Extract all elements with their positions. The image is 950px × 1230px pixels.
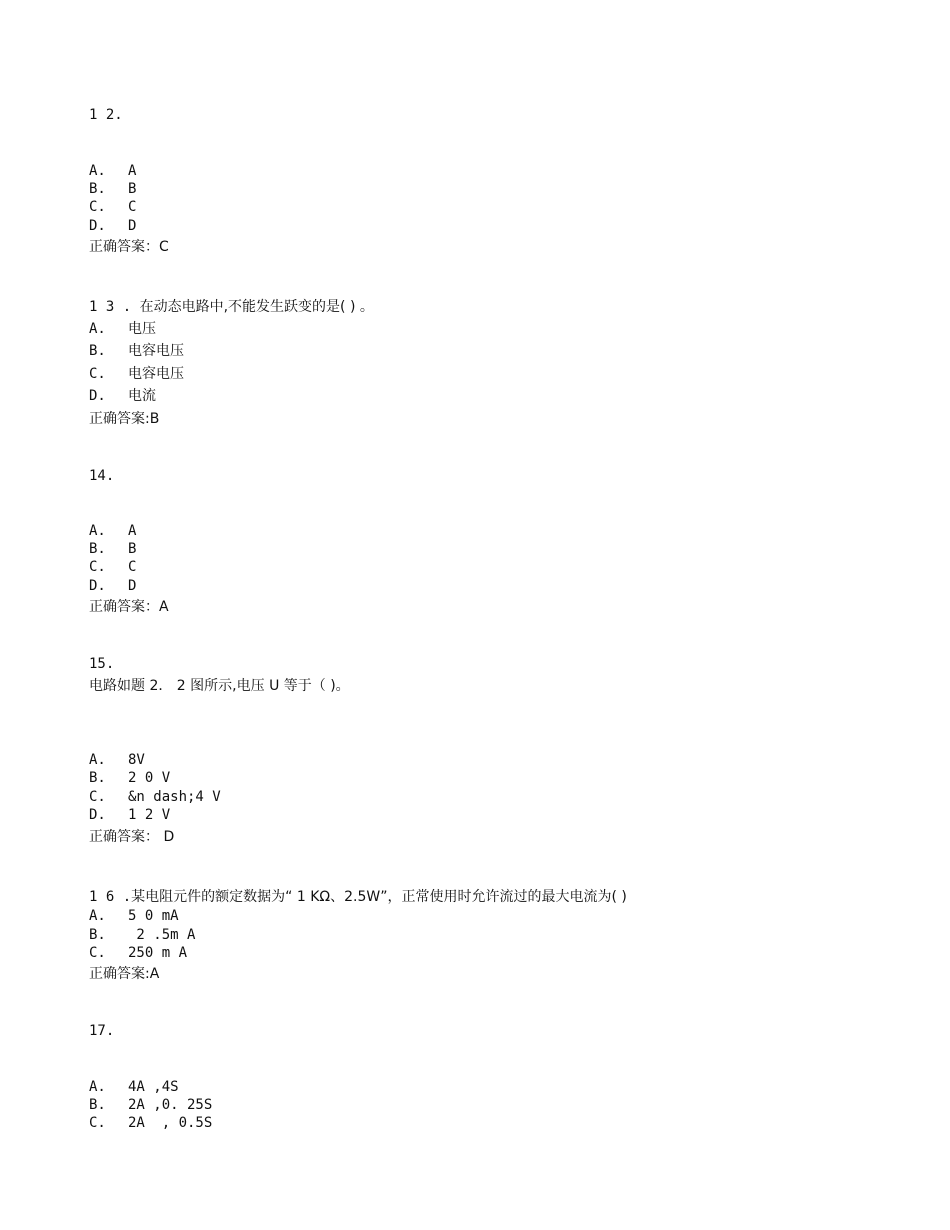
option-c <box>89 198 136 216</box>
question-number: 14. <box>89 468 115 484</box>
option-letter: B. <box>89 181 106 197</box>
option-letter: D. <box>89 218 106 234</box>
option-text: 1 2 V <box>128 807 171 823</box>
option-c <box>89 1114 212 1132</box>
option-d <box>89 806 170 824</box>
option-d <box>89 387 156 405</box>
option-text: A <box>128 163 137 179</box>
option-text: 2 .5m A <box>128 927 196 943</box>
option-a <box>89 1078 179 1096</box>
question-line <box>89 888 627 906</box>
option-text: 电流 <box>128 388 156 404</box>
option-c <box>89 944 187 962</box>
option-letter: C. <box>89 199 106 215</box>
option-letter: A. <box>89 523 106 539</box>
option-b <box>89 180 136 198</box>
question-stem: 电路如题 2． 2 图所示,电压 U 等于（ )。 <box>89 678 350 694</box>
correct-answer: 正确答案:B <box>89 411 160 427</box>
option-letter: A. <box>89 163 106 179</box>
option-d <box>89 217 136 235</box>
option-letter: D. <box>89 388 106 404</box>
option-text: 8V <box>128 752 145 768</box>
question-stem: 某电阻元件的额定数据为“ 1 KΩ、2.5W”，正常使用时允许流过的最大电流为( ) <box>131 889 627 905</box>
option-c <box>89 558 136 576</box>
option-text: 2A , 0.5S <box>128 1115 213 1131</box>
option-a <box>89 320 156 338</box>
option-letter: C. <box>89 945 106 961</box>
option-text: D <box>128 578 137 594</box>
option-letter: A. <box>89 1079 106 1095</box>
option-letter: D. <box>89 578 106 594</box>
option-text: 2 0 V <box>128 770 171 786</box>
option-text: C <box>128 199 137 215</box>
option-letter: A. <box>89 752 106 768</box>
option-text: 4A ,4S <box>128 1079 179 1095</box>
option-a <box>89 162 136 180</box>
question-number: 17. <box>89 1023 115 1039</box>
question-number: 1 6 . <box>89 889 132 905</box>
question-line <box>89 298 374 316</box>
option-letter: B. <box>89 343 106 359</box>
option-letter: C. <box>89 559 106 575</box>
option-letter: C. <box>89 1115 106 1131</box>
option-letter: B. <box>89 927 106 943</box>
question-number: 1 3 . <box>89 299 132 315</box>
correct-answer: 正确答案： D <box>89 829 175 845</box>
correct-answer: 正确答案：C <box>89 239 169 255</box>
option-letter: A. <box>89 908 106 924</box>
question-stem: 在动态电路中,不能发生跃变的是( ) 。 <box>139 299 374 315</box>
option-b <box>89 1096 212 1114</box>
correct-answer: 正确答案：A <box>89 599 169 615</box>
option-letter: B. <box>89 770 106 786</box>
option-text: C <box>128 559 137 575</box>
correct-answer: 正确答案:A <box>89 966 160 982</box>
option-b <box>89 540 136 558</box>
option-text: D <box>128 218 137 234</box>
option-letter: B. <box>89 541 106 557</box>
option-letter: B. <box>89 1097 106 1113</box>
option-b <box>89 342 184 360</box>
option-b <box>89 926 195 944</box>
option-text: B <box>128 541 137 557</box>
option-letter: A. <box>89 321 106 337</box>
option-text: B <box>128 181 137 197</box>
option-c <box>89 788 221 806</box>
option-a <box>89 522 136 540</box>
option-c <box>89 365 184 383</box>
question-number: 1 2. <box>89 107 123 123</box>
option-d <box>89 577 136 595</box>
option-text: A <box>128 523 137 539</box>
option-letter: C. <box>89 789 106 805</box>
question-number: 15. <box>89 656 115 672</box>
option-text: 电压 <box>128 321 156 337</box>
option-text: 2A ,0. 25S <box>128 1097 213 1113</box>
option-b <box>89 769 170 787</box>
option-letter: D. <box>89 807 106 823</box>
option-a <box>89 751 145 769</box>
option-text: 250 m A <box>128 945 188 961</box>
option-a <box>89 907 179 925</box>
option-text: 电容电压 <box>128 343 184 359</box>
option-letter: C. <box>89 366 106 382</box>
option-text: 5 0 mA <box>128 908 179 924</box>
option-text: 电容电压 <box>128 366 184 382</box>
option-text: &n dash;4 V <box>128 789 221 805</box>
